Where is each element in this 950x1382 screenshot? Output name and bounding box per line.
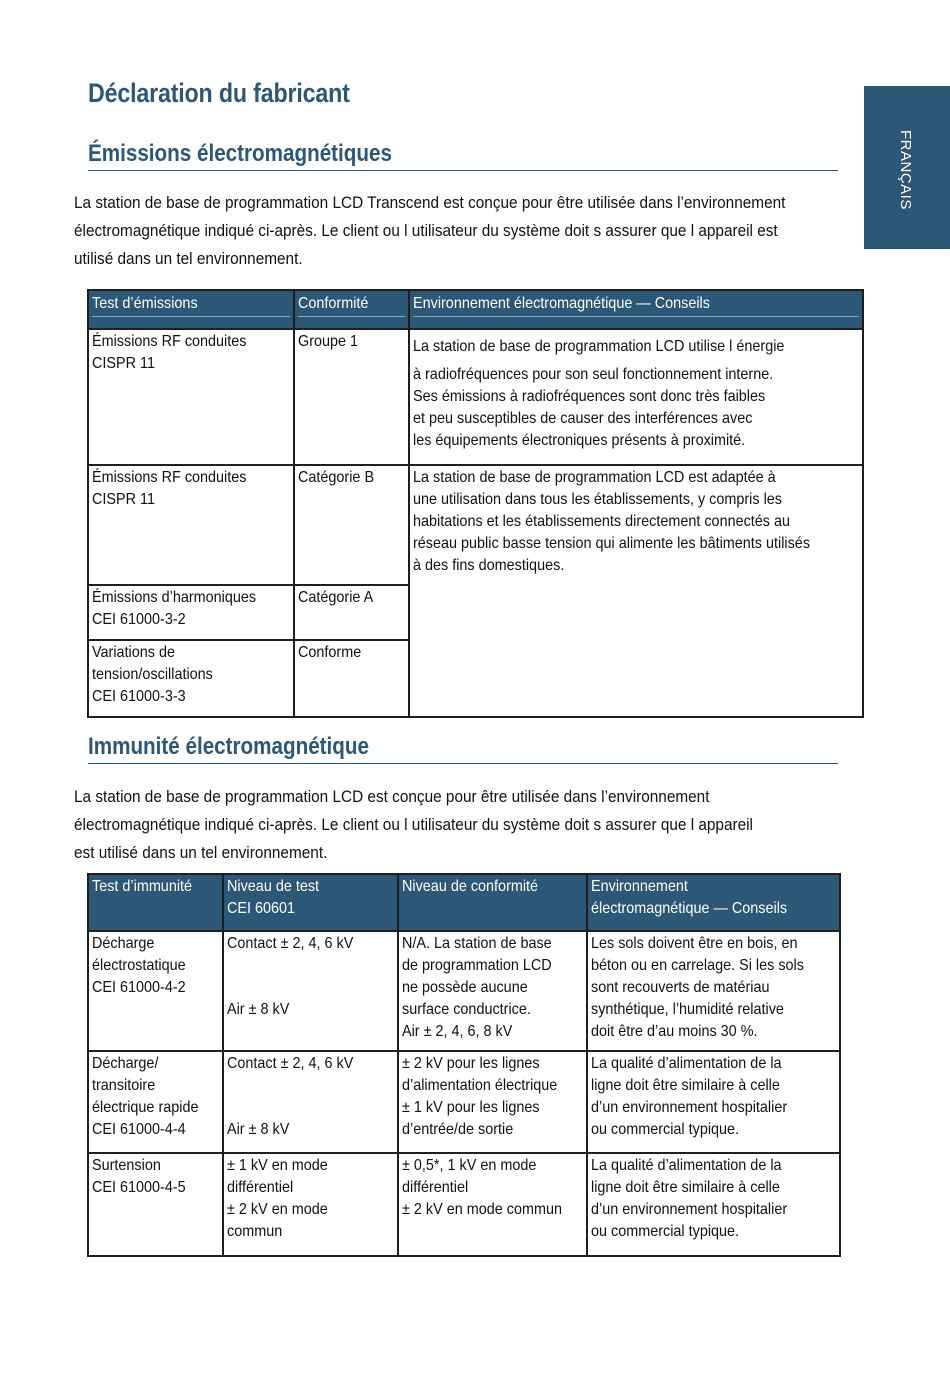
guidance-line: une utilisation dans tous les établissements, y compris les: [413, 491, 783, 508]
immunity-table: [87, 873, 841, 1257]
table-cell: [409, 465, 863, 717]
emissions-intro: [74, 189, 818, 273]
column-header: Test d’émissions: [88, 290, 294, 329]
table-cell: Décharge électrostatique CEI 61000-4-2: [88, 931, 223, 1051]
table-cell: La qualité d’alimentation de la ligne doit être similaire à celle d’un environnement hospitalier ou commercial typique.: [587, 1153, 840, 1256]
table-cell: ± 1 kV en mode différentiel ± 2 kV en mode commun: [223, 1153, 398, 1256]
table-cell: Groupe 1: [294, 329, 409, 465]
table-cell: Variations de tension/oscillations CEI 61000-3-3: [88, 640, 294, 717]
immunity-intro: [74, 783, 818, 867]
column-header: Conformité: [294, 290, 409, 329]
emissions-table: [87, 289, 864, 718]
language-tab-label: FRANÇAIS: [897, 130, 914, 210]
emissions-heading: [88, 140, 838, 171]
immunity-intro-line: est utilisé dans un tel environnement.: [74, 844, 328, 862]
guidance-line: les équipements électroniques présents à proximité.: [413, 432, 746, 449]
table-row: [88, 329, 863, 465]
immunity-intro-line: électromagnétique indiqué ci-après. Le client ou l utilisateur du système doit s assurer que l appareil: [74, 816, 753, 834]
table-cell: Les sols doivent être en bois, en béton ou en carrelage. Si les sols sont recouverts de matériau synthétique, l’humidité relative doit être d’au moins 30 %.: [587, 931, 840, 1051]
guidance-line: à radiofréquences pour son seul fonctionnement interne.: [413, 366, 774, 383]
column-header: Test d’immunité: [88, 874, 223, 931]
table-cell: Contact ± 2, 4, 6 kV Air ± 8 kV: [223, 931, 398, 1051]
emissions-intro-line: électromagnétique indiqué ci-après. Le client ou l utilisateur du système doit s assurer que l appareil est: [74, 222, 778, 240]
emissions-heading-text: Émissions électromagnétiques: [88, 140, 392, 167]
table-header-row: [88, 874, 840, 931]
immunity-heading: [88, 733, 838, 764]
emissions-intro-line: La station de base de programmation LCD Transcend est conçue pour être utilisée dans l’environnement: [74, 194, 786, 212]
column-header: Environnement électromagnétique — Conseils: [587, 874, 840, 931]
table-header-row: [88, 290, 863, 329]
guidance-line: et peu susceptibles de causer des interférences avec: [413, 410, 753, 427]
table-cell: Décharge/ transitoire électrique rapide CEI 61000-4-4: [88, 1051, 223, 1153]
table-row: [88, 1153, 840, 1256]
guidance-line: La station de base de programmation LCD est adaptée à: [413, 469, 776, 486]
table-cell: N/A. La station de base de programmation LCD ne possède aucune surface conductrice. Air ± 2, 4, 6, 8 kV: [398, 931, 587, 1051]
table-row: [88, 931, 840, 1051]
table-cell: Contact ± 2, 4, 6 kV Air ± 8 kV: [223, 1051, 398, 1153]
table-cell: Surtension CEI 61000-4-5: [88, 1153, 223, 1256]
table-cell: Catégorie B: [294, 465, 409, 585]
table-cell: Émissions d’harmoniques CEI 61000-3-2: [88, 585, 294, 640]
language-tab: [864, 86, 950, 249]
emissions-intro-line: utilisé dans un tel environnement.: [74, 250, 303, 268]
table-cell: Émissions RF conduites CISPR 11: [88, 329, 294, 465]
table-row: [88, 1051, 840, 1153]
table-cell: Conforme: [294, 640, 409, 717]
column-header: Niveau de test CEI 60601: [223, 874, 398, 931]
column-header: Niveau de conformité: [398, 874, 587, 931]
table-cell: ± 0,5*, 1 kV en mode différentiel ± 2 kV en mode commun: [398, 1153, 587, 1256]
guidance-line: habitations et les établissements directement connectés au: [413, 513, 791, 530]
table-cell: Émissions RF conduites CISPR 11: [88, 465, 294, 585]
table-cell: La qualité d’alimentation de la ligne doit être similaire à celle d’un environnement hospitalier ou commercial typique.: [587, 1051, 840, 1153]
table-row: [88, 465, 863, 585]
page-title: Déclaration du fabricant: [88, 78, 350, 108]
table-cell: Catégorie A: [294, 585, 409, 640]
immunity-intro-line: La station de base de programmation LCD est conçue pour être utilisée dans l’environnement: [74, 788, 710, 806]
table-cell: ± 2 kV pour les lignes d’alimentation électrique ± 1 kV pour les lignes d’entrée/de sortie: [398, 1051, 587, 1153]
immunity-heading-text: Immunité électromagnétique: [88, 733, 369, 760]
guidance-line: à des fins domestiques.: [413, 557, 565, 574]
guidance-line: réseau public basse tension qui alimente les bâtiments utilisés: [413, 535, 811, 552]
table-cell: [409, 329, 863, 465]
guidance-line: La station de base de programmation LCD utilise l énergie: [413, 338, 785, 355]
column-header: Environnement électromagnétique — Conseils: [409, 290, 863, 329]
guidance-line: Ses émissions à radiofréquences sont donc très faibles: [413, 388, 766, 405]
